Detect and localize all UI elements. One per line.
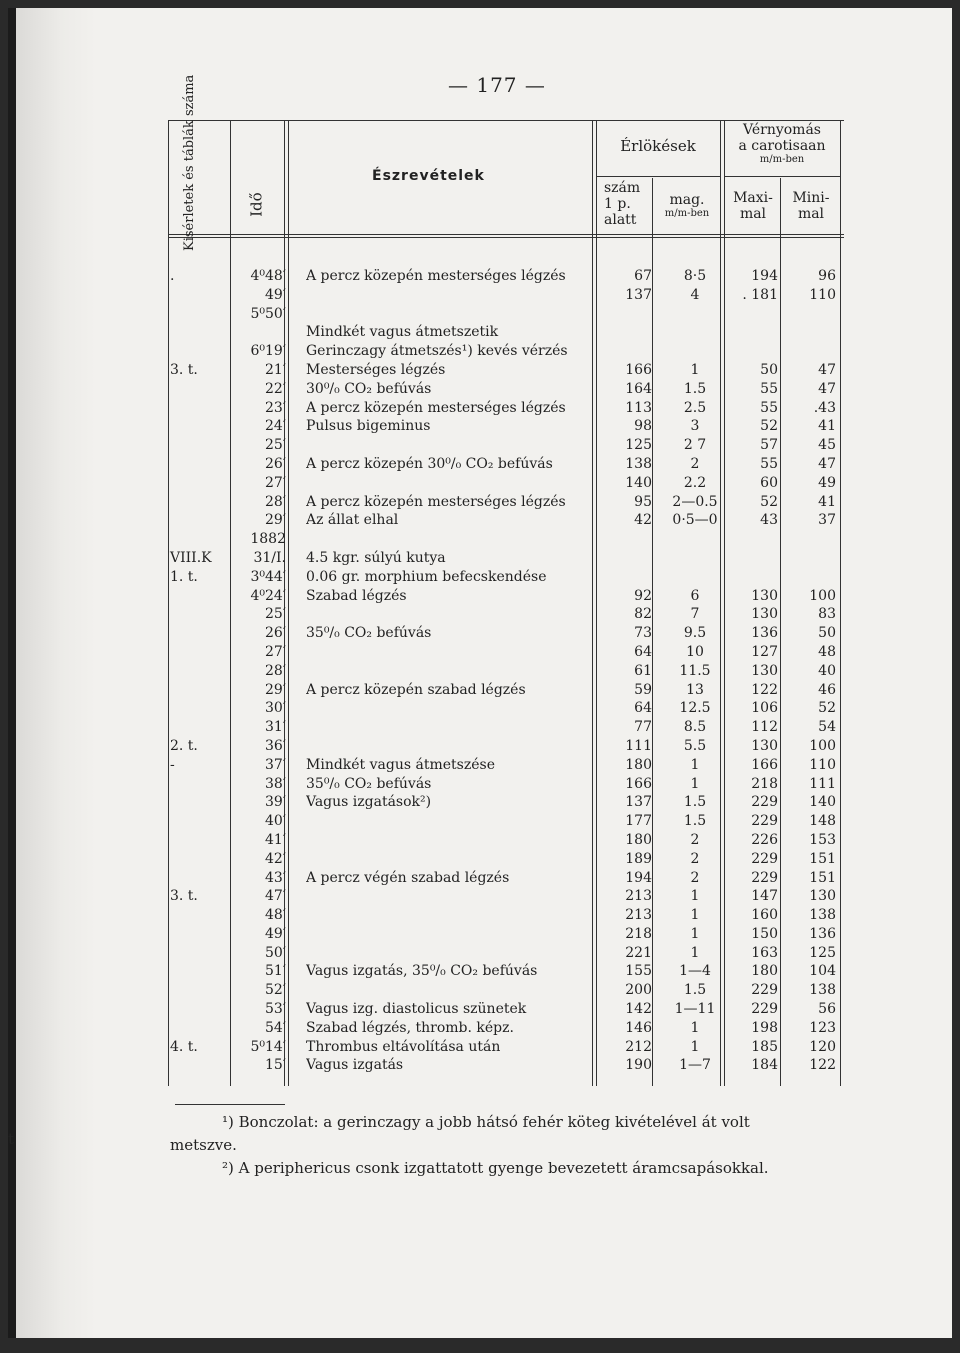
row-time-cell: 26′ bbox=[265, 455, 286, 472]
row-pulse-mag-cell: 13 bbox=[686, 681, 704, 698]
row-time-cell: 23′ bbox=[265, 399, 286, 416]
row-bp-min-cell: 48 bbox=[818, 643, 836, 660]
row-pulse-count-cell: 137 bbox=[625, 286, 652, 303]
header-pulse-mag: mag. m/m-ben bbox=[664, 192, 710, 220]
row-pulse-count-cell: 190 bbox=[625, 1057, 652, 1074]
row-pulse-mag-cell: 8·5 bbox=[683, 268, 707, 284]
row-pulse-count-cell: 166 bbox=[625, 361, 652, 378]
row-bp-min-cell: 110 bbox=[809, 286, 836, 303]
header-experiment: Kisérletek és táblák száma bbox=[182, 74, 197, 251]
row-bp-min-cell: 54 bbox=[818, 719, 836, 736]
row-pulse-count-cell: 146 bbox=[625, 1019, 652, 1036]
row-time-cell: 31/I. bbox=[253, 549, 286, 566]
footnote-1: ¹) Bonczolat: a gerinczagy a jobb hátsó fehér köteg kivételével át volt bbox=[222, 1113, 750, 1131]
row-observation-cell: Vagus izgatás bbox=[306, 1057, 404, 1074]
row-pulse-mag-cell: 12.5 bbox=[679, 700, 711, 717]
row-observation-cell: 4.5 kgr. súlyú kutya bbox=[306, 549, 446, 566]
row-pulse-count-cell: 111 bbox=[625, 737, 652, 754]
row-bp-min-cell: 151 bbox=[809, 850, 836, 867]
row-experiment-cell: . bbox=[170, 268, 175, 284]
row-observation-cell: Mindkét vagus átmetszetik bbox=[306, 324, 499, 341]
row-pulse-mag-cell: 4 bbox=[690, 286, 700, 303]
row-bp-max-cell: 160 bbox=[751, 907, 778, 924]
table-body bbox=[8, 267, 952, 1075]
row-observation-cell: Vagus izg. diastolicus szünetek bbox=[306, 1001, 527, 1018]
table-row bbox=[8, 962, 952, 981]
row-pulse-mag-cell: 3 bbox=[690, 418, 700, 435]
row-pulse-count-cell: 200 bbox=[625, 982, 652, 999]
row-time-cell: 49′ bbox=[265, 286, 286, 303]
row-time-cell: 42′ bbox=[265, 850, 286, 867]
row-bp-min-cell: 130 bbox=[809, 888, 836, 905]
book-page bbox=[8, 8, 952, 1338]
row-bp-max-cell: 229 bbox=[751, 982, 778, 999]
row-pulse-count-cell: 113 bbox=[625, 399, 652, 416]
row-pulse-count-cell: 164 bbox=[625, 380, 652, 397]
table-row bbox=[8, 511, 952, 530]
row-pulse-mag-cell: 1.5 bbox=[683, 794, 707, 811]
row-bp-max-cell: 147 bbox=[751, 888, 778, 905]
row-time-cell: 41′ bbox=[265, 831, 286, 848]
table-row bbox=[8, 624, 952, 643]
row-observation-cell: A percz közepén 30⁰/₀ CO₂ befúvás bbox=[306, 455, 553, 472]
table-row bbox=[8, 831, 952, 850]
row-pulse-count-cell: 125 bbox=[625, 437, 652, 454]
header-bp-max: Maxi- mal bbox=[733, 190, 773, 223]
row-bp-max-cell: 184 bbox=[751, 1057, 778, 1074]
row-time-cell: 4⁰48′ bbox=[250, 268, 286, 284]
row-bp-max-cell: 55 bbox=[760, 455, 778, 472]
row-bp-max-cell: 185 bbox=[751, 1038, 778, 1055]
row-time-cell: 48′ bbox=[265, 907, 286, 924]
row-time-cell: 15′ bbox=[265, 1057, 286, 1074]
row-pulse-count-cell: 64 bbox=[634, 700, 652, 717]
row-pulse-mag-cell: 1 bbox=[690, 1019, 700, 1036]
row-pulse-mag-cell: 2 bbox=[690, 869, 700, 886]
row-bp-min-cell: 47 bbox=[818, 361, 836, 378]
row-bp-max-cell: 229 bbox=[751, 850, 778, 867]
row-bp-max-cell: 163 bbox=[751, 944, 778, 961]
row-pulse-mag-cell: 1 bbox=[690, 361, 700, 378]
row-time-cell: 1882 bbox=[250, 531, 286, 548]
row-time-cell: 50′ bbox=[265, 944, 286, 961]
row-pulse-count-cell: 189 bbox=[625, 850, 652, 867]
row-pulse-mag-cell: 2.2 bbox=[683, 474, 707, 491]
row-bp-max-cell: 130 bbox=[751, 737, 778, 754]
row-bp-min-cell: 122 bbox=[809, 1057, 836, 1074]
row-pulse-mag-cell: 1—7 bbox=[679, 1057, 711, 1074]
table-row bbox=[8, 267, 952, 286]
table-row bbox=[8, 587, 952, 606]
row-pulse-count-cell: 142 bbox=[625, 1001, 652, 1018]
table-row bbox=[8, 981, 952, 1000]
row-time-cell: 21′ bbox=[265, 361, 286, 378]
row-time-cell: 24′ bbox=[265, 418, 286, 435]
table-row bbox=[8, 869, 952, 888]
row-experiment-cell: VIII.K bbox=[170, 549, 212, 566]
table-row bbox=[8, 793, 952, 812]
row-observation-cell: Szabad légzés bbox=[306, 587, 407, 604]
row-pulse-count-cell: 138 bbox=[625, 455, 652, 472]
row-bp-max-cell: 52 bbox=[760, 493, 778, 510]
row-time-cell: 5⁰14′ bbox=[250, 1038, 286, 1055]
row-pulse-mag-cell: 2 bbox=[690, 831, 700, 848]
bp-group-rule bbox=[724, 176, 840, 177]
row-bp-min-cell: 49 bbox=[818, 474, 836, 491]
table-row bbox=[8, 474, 952, 493]
row-bp-max-cell: 180 bbox=[751, 963, 778, 980]
row-experiment-cell: 3. t. bbox=[170, 361, 198, 378]
row-bp-min-cell: 111 bbox=[809, 775, 836, 792]
footnote-1-continuation: metszve. bbox=[170, 1136, 237, 1154]
row-bp-max-cell: 130 bbox=[751, 662, 778, 679]
row-bp-max-cell: 57 bbox=[760, 437, 778, 454]
table-row bbox=[8, 756, 952, 775]
row-pulse-count-cell: 59 bbox=[634, 681, 652, 698]
row-observation-cell: 35⁰/₀ CO₂ befúvás bbox=[306, 625, 432, 642]
row-pulse-count-cell: 221 bbox=[625, 944, 652, 961]
row-observation-cell: A percz közepén mesterséges légzés bbox=[306, 399, 566, 416]
row-pulse-mag-cell: 1 bbox=[690, 907, 700, 924]
row-time-cell: 36′ bbox=[265, 737, 286, 754]
row-pulse-mag-cell: 9.5 bbox=[683, 625, 707, 642]
row-pulse-mag-cell: 1 bbox=[690, 775, 700, 792]
row-bp-min-cell: 56 bbox=[818, 1001, 836, 1018]
row-bp-max-cell: 226 bbox=[751, 831, 778, 848]
row-bp-max-cell: 150 bbox=[751, 925, 778, 942]
row-bp-min-cell: 100 bbox=[809, 587, 836, 604]
row-experiment-cell: 4. t. bbox=[170, 1038, 198, 1055]
row-observation-cell: Szabad légzés, thromb. képz. bbox=[306, 1019, 514, 1036]
row-time-cell: 29′ bbox=[265, 681, 286, 698]
row-time-cell: 31′ bbox=[265, 719, 286, 736]
row-bp-min-cell: 37 bbox=[818, 512, 836, 529]
table-row bbox=[8, 1019, 952, 1038]
row-bp-min-cell: 151 bbox=[809, 869, 836, 886]
row-bp-min-cell: 110 bbox=[809, 756, 836, 773]
row-pulse-count-cell: 61 bbox=[634, 662, 652, 679]
row-pulse-mag-cell: 7 bbox=[690, 606, 700, 623]
row-pulse-mag-cell: 10 bbox=[686, 643, 704, 660]
row-time-cell: 39′ bbox=[265, 794, 286, 811]
table-row bbox=[8, 605, 952, 624]
row-bp-min-cell: 45 bbox=[818, 437, 836, 454]
pulse-group-rule bbox=[596, 176, 720, 177]
row-pulse-count-cell: 194 bbox=[625, 869, 652, 886]
row-pulse-mag-cell: 1—4 bbox=[679, 963, 711, 980]
row-observation-cell: 0.06 gr. morphium befecskendése bbox=[306, 568, 547, 585]
row-experiment-cell: 1. t. bbox=[170, 568, 198, 585]
row-bp-min-cell: .43 bbox=[813, 399, 836, 416]
row-observation-cell: Mindkét vagus átmetszése bbox=[306, 756, 495, 773]
row-bp-max-cell: 130 bbox=[751, 587, 778, 604]
row-time-cell: 37′ bbox=[265, 756, 286, 773]
footnote-rule bbox=[175, 1104, 285, 1105]
row-time-cell: 6⁰19′ bbox=[250, 343, 286, 360]
row-pulse-count-cell: 218 bbox=[625, 925, 652, 942]
table-row bbox=[8, 699, 952, 718]
row-pulse-count-cell: 137 bbox=[625, 794, 652, 811]
table-row bbox=[8, 286, 952, 305]
row-bp-max-cell: 229 bbox=[751, 813, 778, 830]
row-pulse-count-cell: 213 bbox=[625, 907, 652, 924]
row-pulse-count-cell: 177 bbox=[625, 813, 652, 830]
row-bp-max-cell: 229 bbox=[751, 869, 778, 886]
table-row bbox=[8, 737, 952, 756]
row-bp-max-cell: 198 bbox=[751, 1019, 778, 1036]
row-bp-max-cell: 229 bbox=[751, 1001, 778, 1018]
table-row bbox=[8, 925, 952, 944]
row-pulse-mag-cell: 1 bbox=[690, 888, 700, 905]
table-row bbox=[8, 530, 952, 549]
row-bp-min-cell: 52 bbox=[818, 700, 836, 717]
row-bp-min-cell: 50 bbox=[818, 625, 836, 642]
row-pulse-mag-cell: 0·5—0 bbox=[672, 512, 718, 529]
header-time: Idő bbox=[247, 192, 266, 217]
table-top-rule bbox=[168, 120, 844, 121]
row-bp-min-cell: 96 bbox=[818, 268, 836, 284]
row-pulse-mag-cell: 2 bbox=[690, 455, 700, 472]
row-time-cell: 52′ bbox=[265, 982, 286, 999]
row-time-cell: 28′ bbox=[265, 493, 286, 510]
row-pulse-count-cell: 67 bbox=[634, 268, 652, 284]
row-time-cell: 25′ bbox=[265, 437, 286, 454]
row-pulse-mag-cell: 2 bbox=[690, 850, 700, 867]
table-row bbox=[8, 305, 952, 324]
row-time-cell: 27′ bbox=[265, 474, 286, 491]
table-row bbox=[8, 850, 952, 869]
row-bp-min-cell: 136 bbox=[809, 925, 836, 942]
row-observation-cell: Vagus izgatás, 35⁰/₀ CO₂ befúvás bbox=[306, 963, 538, 980]
row-pulse-count-cell: 155 bbox=[625, 963, 652, 980]
row-pulse-count-cell: 77 bbox=[634, 719, 652, 736]
row-bp-max-cell: 127 bbox=[751, 643, 778, 660]
row-observation-cell: Gerinczagy átmetszés¹) kevés vérzés bbox=[306, 343, 568, 360]
row-pulse-count-cell: 166 bbox=[625, 775, 652, 792]
row-observation-cell: 30⁰/₀ CO₂ befúvás bbox=[306, 380, 432, 397]
row-pulse-mag-cell: 8.5 bbox=[683, 719, 707, 736]
row-pulse-count-cell: 180 bbox=[625, 756, 652, 773]
row-bp-min-cell: 100 bbox=[809, 737, 836, 754]
row-bp-max-cell: 106 bbox=[751, 700, 778, 717]
table-row bbox=[8, 681, 952, 700]
row-bp-min-cell: 40 bbox=[818, 662, 836, 679]
table-row bbox=[8, 549, 952, 568]
row-time-cell: 25′ bbox=[265, 606, 286, 623]
table-row bbox=[8, 380, 952, 399]
row-bp-min-cell: 138 bbox=[809, 982, 836, 999]
row-bp-max-cell: 229 bbox=[751, 794, 778, 811]
row-pulse-count-cell: 64 bbox=[634, 643, 652, 660]
header-pulse-count: szám 1 p. alatt bbox=[604, 180, 641, 229]
header-observations: Észrevételek bbox=[372, 168, 485, 184]
table-row bbox=[8, 323, 952, 342]
header-bottom-rule-2 bbox=[168, 237, 844, 238]
row-pulse-mag-cell: 2 7 bbox=[683, 437, 707, 454]
row-experiment-cell: 3. t. bbox=[170, 888, 198, 905]
row-bp-max-cell: . 181 bbox=[742, 286, 778, 303]
row-pulse-mag-cell: 1 bbox=[690, 925, 700, 942]
table-row bbox=[8, 361, 952, 380]
row-bp-max-cell: 122 bbox=[751, 681, 778, 698]
row-pulse-count-cell: 73 bbox=[634, 625, 652, 642]
row-observation-cell: Pulsus bigeminus bbox=[306, 418, 431, 435]
margin-mark: t bbox=[8, 1130, 15, 1148]
row-bp-min-cell: 125 bbox=[809, 944, 836, 961]
row-time-cell: 43′ bbox=[265, 869, 286, 886]
row-time-cell: 53′ bbox=[265, 1001, 286, 1018]
row-pulse-count-cell: 98 bbox=[634, 418, 652, 435]
row-pulse-mag-cell: 1—11 bbox=[674, 1001, 716, 1018]
row-bp-max-cell: 60 bbox=[760, 474, 778, 491]
row-bp-max-cell: 50 bbox=[760, 361, 778, 378]
table-row bbox=[8, 417, 952, 436]
row-bp-max-cell: 218 bbox=[751, 775, 778, 792]
row-time-cell: 38′ bbox=[265, 775, 286, 792]
table-row bbox=[8, 1056, 952, 1075]
row-bp-max-cell: 55 bbox=[760, 380, 778, 397]
row-time-cell: 49′ bbox=[265, 925, 286, 942]
table-row bbox=[8, 568, 952, 587]
row-pulse-mag-cell: 5.5 bbox=[683, 737, 707, 754]
row-pulse-mag-cell: 2—0.5 bbox=[672, 493, 718, 510]
row-time-cell: 5⁰50′ bbox=[250, 305, 286, 322]
row-observation-cell: A percz közepén szabad légzés bbox=[306, 681, 526, 698]
row-bp-min-cell: 47 bbox=[818, 380, 836, 397]
table-row bbox=[8, 1000, 952, 1019]
row-experiment-cell: 2. t. bbox=[170, 737, 198, 754]
row-bp-min-cell: 148 bbox=[809, 813, 836, 830]
row-bp-min-cell: 120 bbox=[809, 1038, 836, 1055]
row-bp-min-cell: 41 bbox=[818, 418, 836, 435]
row-bp-max-cell: 194 bbox=[751, 268, 778, 284]
row-pulse-count-cell: 95 bbox=[634, 493, 652, 510]
row-bp-min-cell: 123 bbox=[809, 1019, 836, 1036]
row-experiment-cell: - bbox=[170, 756, 175, 773]
header-bp-group: Vérnyomás a carotisaan m/m-ben bbox=[738, 122, 826, 166]
row-pulse-mag-cell: 1.5 bbox=[683, 380, 707, 397]
row-pulse-count-cell: 212 bbox=[625, 1038, 652, 1055]
row-bp-max-cell: 130 bbox=[751, 606, 778, 623]
row-pulse-mag-cell: 1 bbox=[690, 944, 700, 961]
row-bp-min-cell: 47 bbox=[818, 455, 836, 472]
row-pulse-count-cell: 180 bbox=[625, 831, 652, 848]
row-bp-max-cell: 55 bbox=[760, 399, 778, 416]
row-bp-max-cell: 136 bbox=[751, 625, 778, 642]
row-bp-max-cell: 52 bbox=[760, 418, 778, 435]
row-observation-cell: 35⁰/₀ CO₂ befúvás bbox=[306, 775, 432, 792]
row-pulse-count-cell: 213 bbox=[625, 888, 652, 905]
row-time-cell: 54′ bbox=[265, 1019, 286, 1036]
row-observation-cell: Az állat elhal bbox=[306, 512, 399, 529]
table-row bbox=[8, 944, 952, 963]
row-bp-min-cell: 41 bbox=[818, 493, 836, 510]
row-time-cell: 26′ bbox=[265, 625, 286, 642]
row-bp-max-cell: 166 bbox=[751, 756, 778, 773]
table-row bbox=[8, 887, 952, 906]
row-time-cell: 3⁰44′ bbox=[250, 568, 286, 585]
row-pulse-count-cell: 82 bbox=[634, 606, 652, 623]
row-observation-cell: Thrombus eltávolítása után bbox=[306, 1038, 501, 1055]
row-time-cell: 29′ bbox=[265, 512, 286, 529]
row-observation-cell: A percz közepén mesterséges légzés bbox=[306, 493, 566, 510]
table-row bbox=[8, 399, 952, 418]
row-pulse-mag-cell: 1 bbox=[690, 756, 700, 773]
row-pulse-mag-cell: 6 bbox=[690, 587, 700, 604]
header-bottom-rule bbox=[168, 234, 844, 235]
row-observation-cell: A percz közepén mesterséges légzés bbox=[306, 268, 566, 284]
row-pulse-mag-cell: 2.5 bbox=[683, 399, 707, 416]
row-time-cell: 40′ bbox=[265, 813, 286, 830]
row-bp-max-cell: 43 bbox=[760, 512, 778, 529]
table-row bbox=[8, 775, 952, 794]
table-row bbox=[8, 906, 952, 925]
table-row bbox=[8, 812, 952, 831]
row-bp-min-cell: 83 bbox=[818, 606, 836, 623]
row-pulse-count-cell: 140 bbox=[625, 474, 652, 491]
row-bp-max-cell: 112 bbox=[751, 719, 778, 736]
row-time-cell: 30′ bbox=[265, 700, 286, 717]
table-row bbox=[8, 436, 952, 455]
row-bp-min-cell: 153 bbox=[809, 831, 836, 848]
row-bp-min-cell: 104 bbox=[809, 963, 836, 980]
row-time-cell: 4⁰24′ bbox=[250, 587, 286, 604]
page-number: — 177 — bbox=[448, 73, 546, 97]
row-observation-cell: Vagus izgatások²) bbox=[306, 794, 432, 811]
row-observation-cell: A percz végén szabad légzés bbox=[306, 869, 510, 886]
row-pulse-mag-cell: 11.5 bbox=[679, 662, 711, 679]
table-row bbox=[8, 455, 952, 474]
row-time-cell: 22′ bbox=[265, 380, 286, 397]
table-row bbox=[8, 1038, 952, 1057]
table-row bbox=[8, 342, 952, 361]
row-time-cell: 27′ bbox=[265, 643, 286, 660]
row-bp-min-cell: 138 bbox=[809, 907, 836, 924]
row-time-cell: 47′ bbox=[265, 888, 286, 905]
row-pulse-mag-cell: 1.5 bbox=[683, 982, 707, 999]
footnote-2: ²) A periphericus csonk izgattatott gyenge bevezetett áramcsapásokkal. bbox=[222, 1159, 769, 1177]
table-row bbox=[8, 493, 952, 512]
table-row bbox=[8, 643, 952, 662]
row-pulse-mag-cell: 1.5 bbox=[683, 813, 707, 830]
table-row bbox=[8, 718, 952, 737]
row-bp-min-cell: 46 bbox=[818, 681, 836, 698]
row-pulse-count-cell: 42 bbox=[634, 512, 652, 529]
header-bp-min: Mini- mal bbox=[792, 190, 830, 223]
row-time-cell: 51′ bbox=[265, 963, 286, 980]
row-bp-min-cell: 140 bbox=[809, 794, 836, 811]
header-pulse-group: Érlökések bbox=[620, 137, 696, 155]
row-pulse-mag-cell: 1 bbox=[690, 1038, 700, 1055]
row-pulse-count-cell: 92 bbox=[634, 587, 652, 604]
row-time-cell: 28′ bbox=[265, 662, 286, 679]
table-row bbox=[8, 662, 952, 681]
row-observation-cell: Mesterséges légzés bbox=[306, 361, 446, 378]
